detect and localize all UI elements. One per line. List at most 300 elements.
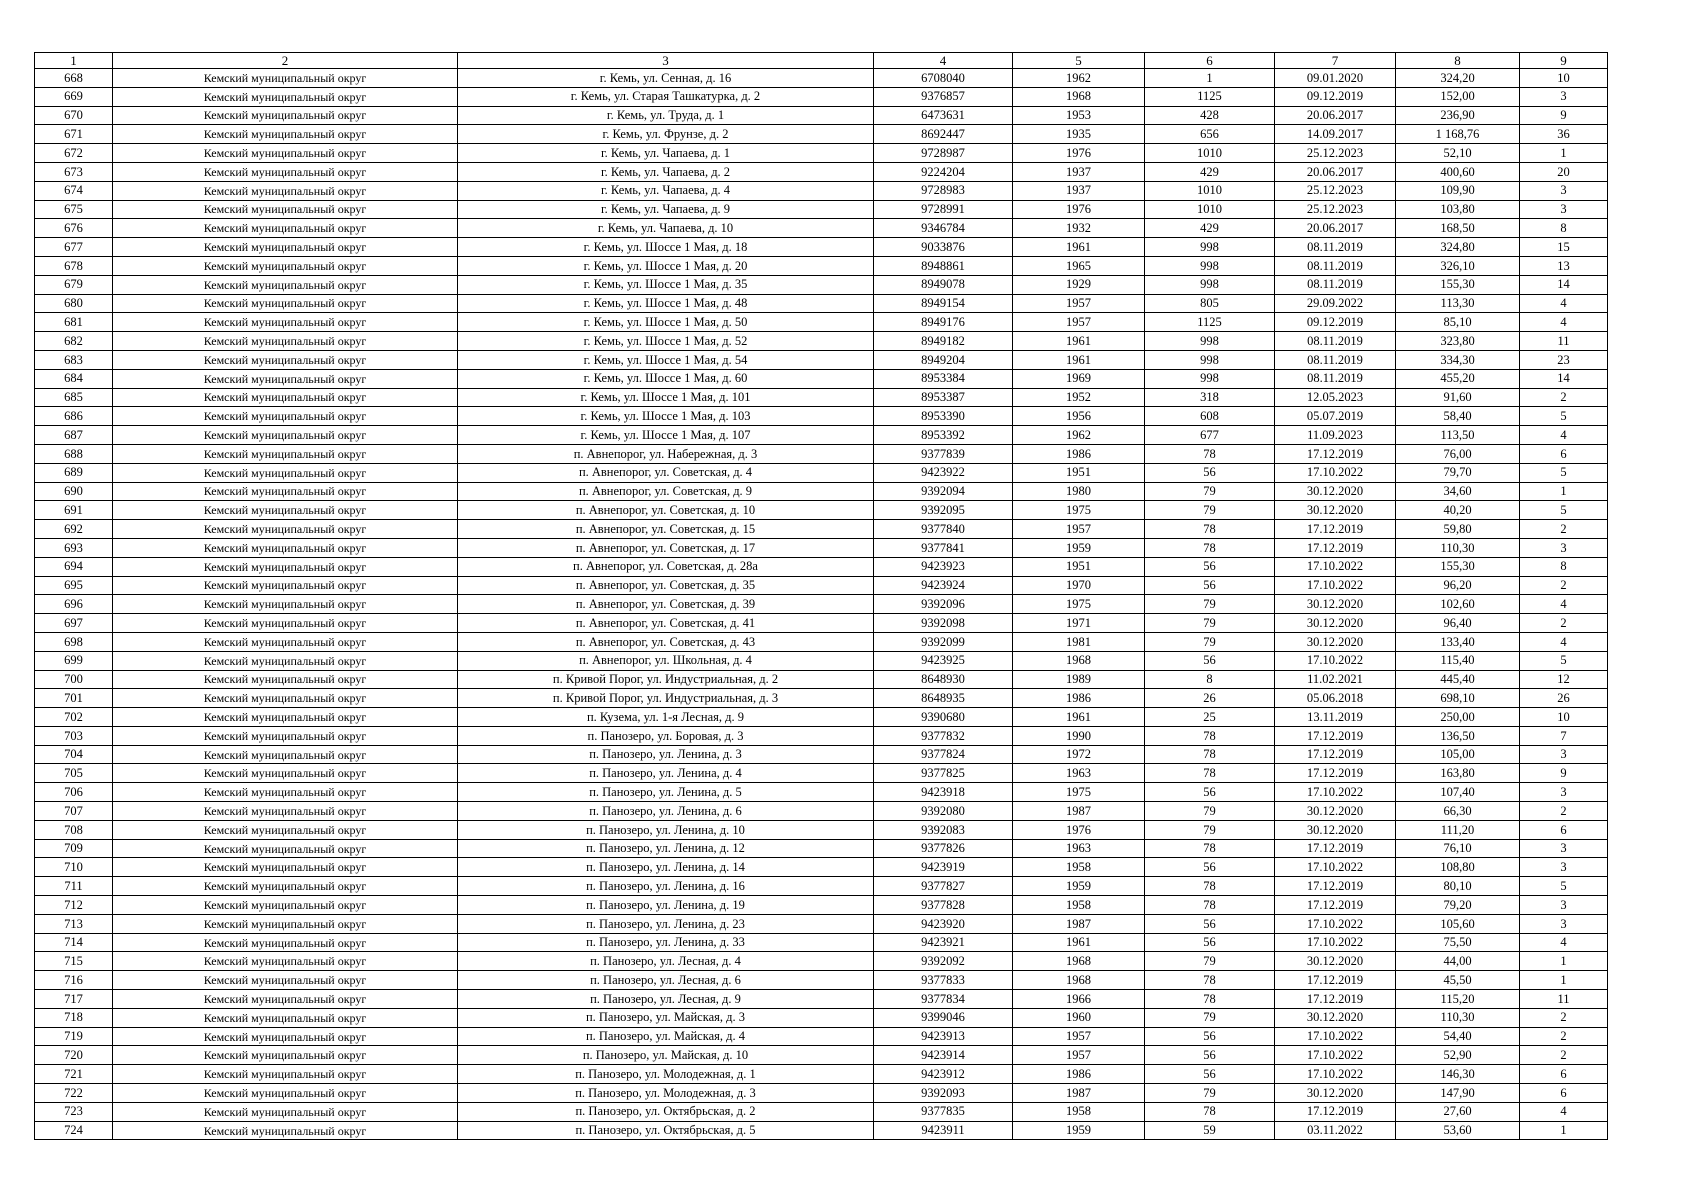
table-cell: 79 — [1145, 614, 1275, 633]
table-row — [35, 745, 1608, 764]
table-cell: 720 — [35, 1046, 113, 1065]
table-cell: Кемский муниципальный округ — [113, 745, 458, 764]
table-cell: 698 — [35, 632, 113, 651]
table-cell: 9377825 — [874, 764, 1013, 783]
table-row — [35, 444, 1608, 463]
table-cell: 678 — [35, 256, 113, 275]
table-cell: Кемский муниципальный округ — [113, 1027, 458, 1046]
table-cell: п. Панозеро, ул. Боровая, д. 3 — [458, 726, 874, 745]
table-row — [35, 219, 1608, 238]
table-cell: 79 — [1145, 595, 1275, 614]
table-cell: 17.12.2019 — [1275, 745, 1396, 764]
table-cell: 691 — [35, 501, 113, 520]
table-cell: 1968 — [1013, 651, 1145, 670]
table-cell: 13 — [1520, 256, 1608, 275]
table-cell: 17.12.2019 — [1275, 520, 1396, 539]
table-cell: п. Панозеро, ул. Ленина, д. 23 — [458, 914, 874, 933]
table-cell: Кемский муниципальный округ — [113, 802, 458, 821]
table-cell: 9392098 — [874, 614, 1013, 633]
table-cell: п. Панозеро, ул. Ленина, д. 19 — [458, 896, 874, 915]
table-row — [35, 426, 1608, 445]
table-cell: п. Авнепорог, ул. Школьная, д. 4 — [458, 651, 874, 670]
table-cell: 1968 — [1013, 952, 1145, 971]
table-cell: п. Авнепорог, ул. Советская, д. 9 — [458, 482, 874, 501]
table-cell: 30.12.2020 — [1275, 482, 1396, 501]
table-cell: 2 — [1520, 576, 1608, 595]
table-cell: 324,20 — [1396, 69, 1520, 88]
table-cell: п. Панозеро, ул. Ленина, д. 10 — [458, 820, 874, 839]
table-cell: 674 — [35, 181, 113, 200]
table-cell: 17.10.2022 — [1275, 1046, 1396, 1065]
table-row — [35, 125, 1608, 144]
table-cell: Кемский муниципальный округ — [113, 238, 458, 257]
table-cell: 9423924 — [874, 576, 1013, 595]
table-cell: 59,80 — [1396, 520, 1520, 539]
table-cell: 78 — [1145, 990, 1275, 1009]
table-cell: 103,80 — [1396, 200, 1520, 219]
table-cell: 1987 — [1013, 802, 1145, 821]
column-header-3: 3 — [458, 53, 874, 69]
table-cell: 9392093 — [874, 1084, 1013, 1103]
table-cell: 1 — [1520, 482, 1608, 501]
table-cell: Кемский муниципальный округ — [113, 388, 458, 407]
table-cell: 9423919 — [874, 858, 1013, 877]
table-cell: 56 — [1145, 576, 1275, 595]
table-cell: 1986 — [1013, 1065, 1145, 1084]
table-cell: г. Кемь, ул. Шоссе 1 Мая, д. 103 — [458, 407, 874, 426]
table-cell: 1 — [1145, 69, 1275, 88]
table-cell: 1952 — [1013, 388, 1145, 407]
table-row — [35, 689, 1608, 708]
table-cell: 1968 — [1013, 87, 1145, 106]
table-cell: 2 — [1520, 1027, 1608, 1046]
table-cell: 1959 — [1013, 538, 1145, 557]
table-cell: 78 — [1145, 726, 1275, 745]
table-cell: 56 — [1145, 1065, 1275, 1084]
table-cell: 9377827 — [874, 877, 1013, 896]
table-cell: 236,90 — [1396, 106, 1520, 125]
table-row — [35, 369, 1608, 388]
table-cell: Кемский муниципальный округ — [113, 256, 458, 275]
table-cell: 1956 — [1013, 407, 1145, 426]
table-cell: 5 — [1520, 651, 1608, 670]
table-cell: 689 — [35, 463, 113, 482]
column-header-7: 7 — [1275, 53, 1396, 69]
table-cell: 9377832 — [874, 726, 1013, 745]
table-cell: Кемский муниципальный округ — [113, 896, 458, 915]
table-cell: 4 — [1520, 595, 1608, 614]
table-cell: п. Панозеро, ул. Ленина, д. 3 — [458, 745, 874, 764]
table-cell: 17.12.2019 — [1275, 877, 1396, 896]
table-cell: 692 — [35, 520, 113, 539]
table-cell: 29.09.2022 — [1275, 294, 1396, 313]
table-row — [35, 162, 1608, 181]
table-row — [35, 726, 1608, 745]
table-cell: 26 — [1145, 689, 1275, 708]
table-cell: 668 — [35, 69, 113, 88]
table-cell: п. Кривой Порог, ул. Индустриальная, д. 3 — [458, 689, 874, 708]
table-cell: 3 — [1520, 858, 1608, 877]
table-cell: 3 — [1520, 538, 1608, 557]
table-cell: 8949182 — [874, 332, 1013, 351]
table-cell: 10 — [1520, 69, 1608, 88]
table-cell: 8648930 — [874, 670, 1013, 689]
table-cell: 17.12.2019 — [1275, 764, 1396, 783]
table-cell: Кемский муниципальный округ — [113, 1008, 458, 1027]
table-cell: 1 — [1520, 971, 1608, 990]
table-cell: п. Панозеро, ул. Лесная, д. 9 — [458, 990, 874, 1009]
table-cell: 703 — [35, 726, 113, 745]
table-cell: 711 — [35, 877, 113, 896]
table-cell: Кемский муниципальный округ — [113, 162, 458, 181]
table-cell: 79 — [1145, 802, 1275, 821]
table-cell: 9377841 — [874, 538, 1013, 557]
table-cell: 1976 — [1013, 200, 1145, 219]
table-cell: 690 — [35, 482, 113, 501]
table-row — [35, 388, 1608, 407]
table-cell: Кемский муниципальный округ — [113, 933, 458, 952]
table-cell: 52,90 — [1396, 1046, 1520, 1065]
table-cell: 700 — [35, 670, 113, 689]
table-cell: 707 — [35, 802, 113, 821]
table-cell: 115,40 — [1396, 651, 1520, 670]
table-cell: 1957 — [1013, 520, 1145, 539]
table-cell: Кемский муниципальный округ — [113, 1121, 458, 1140]
table-cell: п. Панозеро, ул. Ленина, д. 16 — [458, 877, 874, 896]
table-row — [35, 181, 1608, 200]
table-cell: 708 — [35, 820, 113, 839]
table-cell: Кемский муниципальный округ — [113, 595, 458, 614]
table-cell: Кемский муниципальный округ — [113, 1084, 458, 1103]
table-cell: 4 — [1520, 632, 1608, 651]
table-cell: 8953392 — [874, 426, 1013, 445]
table-cell: 1987 — [1013, 914, 1145, 933]
table-row — [35, 914, 1608, 933]
table-cell: 1958 — [1013, 896, 1145, 915]
table-cell: 111,20 — [1396, 820, 1520, 839]
table-cell: 12.05.2023 — [1275, 388, 1396, 407]
table-cell: 1970 — [1013, 576, 1145, 595]
table-cell: п. Панозеро, ул. Ленина, д. 5 — [458, 783, 874, 802]
table-cell: п. Панозеро, ул. Майская, д. 3 — [458, 1008, 874, 1027]
table-cell: 09.01.2020 — [1275, 69, 1396, 88]
table-row — [35, 350, 1608, 369]
table-cell: п. Авнепорог, ул. Набережная, д. 3 — [458, 444, 874, 463]
table-cell: 8949204 — [874, 350, 1013, 369]
table-cell: Кемский муниципальный округ — [113, 87, 458, 106]
table-cell: Кемский муниципальный округ — [113, 463, 458, 482]
table-cell: 1929 — [1013, 275, 1145, 294]
table-cell: г. Кемь, ул. Чапаева, д. 9 — [458, 200, 874, 219]
table-cell: 17.10.2022 — [1275, 463, 1396, 482]
table-row — [35, 858, 1608, 877]
table-cell: 250,00 — [1396, 708, 1520, 727]
table-cell: п. Кузема, ул. 1-я Лесная, д. 9 — [458, 708, 874, 727]
table-cell: 656 — [1145, 125, 1275, 144]
table-cell: 1975 — [1013, 595, 1145, 614]
table-cell: 147,90 — [1396, 1084, 1520, 1103]
table-cell: 9728991 — [874, 200, 1013, 219]
table-cell: 6708040 — [874, 69, 1013, 88]
table-cell: п. Панозеро, ул. Лесная, д. 6 — [458, 971, 874, 990]
table-cell: 1961 — [1013, 350, 1145, 369]
table-cell: 428 — [1145, 106, 1275, 125]
table-cell: 78 — [1145, 1102, 1275, 1121]
table-cell: Кемский муниципальный округ — [113, 219, 458, 238]
table-cell: 108,80 — [1396, 858, 1520, 877]
table-cell: 6 — [1520, 820, 1608, 839]
table-cell: 1010 — [1145, 200, 1275, 219]
table-cell: 1962 — [1013, 69, 1145, 88]
table-row — [35, 896, 1608, 915]
table-cell: Кемский муниципальный округ — [113, 839, 458, 858]
table-cell: п. Авнепорог, ул. Советская, д. 28а — [458, 557, 874, 576]
table-cell: 1951 — [1013, 557, 1145, 576]
table-cell: 78 — [1145, 745, 1275, 764]
table-cell: 76,10 — [1396, 839, 1520, 858]
table-cell: 66,30 — [1396, 802, 1520, 821]
table-cell: 2 — [1520, 802, 1608, 821]
table-row — [35, 708, 1608, 727]
table-cell: Кемский муниципальный округ — [113, 407, 458, 426]
table-cell: 702 — [35, 708, 113, 727]
table-cell: 03.11.2022 — [1275, 1121, 1396, 1140]
table-cell: 9392094 — [874, 482, 1013, 501]
table-cell: п. Панозеро, ул. Майская, д. 4 — [458, 1027, 874, 1046]
table-cell: 1975 — [1013, 501, 1145, 520]
table-cell: 1937 — [1013, 181, 1145, 200]
table-cell: 56 — [1145, 1027, 1275, 1046]
table-cell: 9377833 — [874, 971, 1013, 990]
table-cell: п. Авнепорог, ул. Советская, д. 15 — [458, 520, 874, 539]
table-cell: г. Кемь, ул. Труда, д. 1 — [458, 106, 874, 125]
table-cell: 105,60 — [1396, 914, 1520, 933]
table-cell: 79 — [1145, 482, 1275, 501]
table-cell: 8953390 — [874, 407, 1013, 426]
table-cell: 9377840 — [874, 520, 1013, 539]
table-cell: г. Кемь, ул. Шоссе 1 Мая, д. 107 — [458, 426, 874, 445]
table-cell: 1958 — [1013, 1102, 1145, 1121]
table-cell: п. Авнепорог, ул. Советская, д. 4 — [458, 463, 874, 482]
table-cell: 9423918 — [874, 783, 1013, 802]
table-cell: 608 — [1145, 407, 1275, 426]
table-cell: 17.10.2022 — [1275, 783, 1396, 802]
table-cell: 1 168,76 — [1396, 125, 1520, 144]
table-cell: Кемский муниципальный округ — [113, 275, 458, 294]
table-cell: Кемский муниципальный округ — [113, 181, 458, 200]
table-cell: 5 — [1520, 877, 1608, 896]
table-cell: 1937 — [1013, 162, 1145, 181]
table-cell: Кемский муниципальный округ — [113, 689, 458, 708]
table-row — [35, 313, 1608, 332]
table-row — [35, 1027, 1608, 1046]
table-cell: 670 — [35, 106, 113, 125]
table-cell: 324,80 — [1396, 238, 1520, 257]
table-cell: 4 — [1520, 294, 1608, 313]
table-cell: Кемский муниципальный округ — [113, 1065, 458, 1084]
table-cell: 9399046 — [874, 1008, 1013, 1027]
table-cell: 17.12.2019 — [1275, 990, 1396, 1009]
table-header — [35, 53, 1608, 69]
column-header-1: 1 — [35, 53, 113, 69]
table-cell: 30.12.2020 — [1275, 820, 1396, 839]
table-cell: г. Кемь, ул. Чапаева, д. 10 — [458, 219, 874, 238]
table-cell: 721 — [35, 1065, 113, 1084]
table-row — [35, 238, 1608, 257]
table-cell: 679 — [35, 275, 113, 294]
table-cell: 56 — [1145, 463, 1275, 482]
table-cell: 1958 — [1013, 858, 1145, 877]
table-cell: 08.11.2019 — [1275, 369, 1396, 388]
table-cell: 9390680 — [874, 708, 1013, 727]
table-cell: 998 — [1145, 256, 1275, 275]
table-cell: 78 — [1145, 520, 1275, 539]
table-cell: 79 — [1145, 820, 1275, 839]
column-header-4: 4 — [874, 53, 1013, 69]
table-cell: 17.10.2022 — [1275, 1027, 1396, 1046]
table-cell: 9423925 — [874, 651, 1013, 670]
table-cell: 25.12.2023 — [1275, 200, 1396, 219]
table-cell: 2 — [1520, 1046, 1608, 1065]
table-cell: 79,20 — [1396, 896, 1520, 915]
table-row — [35, 595, 1608, 614]
table-cell: 672 — [35, 144, 113, 163]
table-row — [35, 839, 1608, 858]
table-cell: 40,20 — [1396, 501, 1520, 520]
table-cell: п. Панозеро, ул. Ленина, д. 6 — [458, 802, 874, 821]
table-row — [35, 1008, 1608, 1027]
table-cell: 1968 — [1013, 971, 1145, 990]
table-cell: 9392096 — [874, 595, 1013, 614]
table-cell: 9377824 — [874, 745, 1013, 764]
table-cell: 79 — [1145, 632, 1275, 651]
table-cell: 9423923 — [874, 557, 1013, 576]
table-cell: 91,60 — [1396, 388, 1520, 407]
table-cell: г. Кемь, ул. Шоссе 1 Мая, д. 18 — [458, 238, 874, 257]
table-cell: 699 — [35, 651, 113, 670]
table-cell: 1953 — [1013, 106, 1145, 125]
table-cell: 1961 — [1013, 238, 1145, 257]
table-cell: 96,40 — [1396, 614, 1520, 633]
table-cell: 1010 — [1145, 144, 1275, 163]
table-cell: 76,00 — [1396, 444, 1520, 463]
table-cell: 78 — [1145, 971, 1275, 990]
table-cell: 6 — [1520, 1084, 1608, 1103]
table-cell: 79 — [1145, 952, 1275, 971]
table-row — [35, 1084, 1608, 1103]
table-cell: п. Панозеро, ул. Ленина, д. 12 — [458, 839, 874, 858]
table-cell: 3 — [1520, 87, 1608, 106]
table-cell: 9346784 — [874, 219, 1013, 238]
table-cell: п. Панозеро, ул. Молодежная, д. 3 — [458, 1084, 874, 1103]
table-cell: 17.10.2022 — [1275, 933, 1396, 952]
table-cell: 4 — [1520, 1102, 1608, 1121]
table-row — [35, 783, 1608, 802]
table-cell: 08.11.2019 — [1275, 350, 1396, 369]
table-cell: г. Кемь, ул. Чапаева, д. 2 — [458, 162, 874, 181]
table-cell: 3 — [1520, 200, 1608, 219]
table-row — [35, 256, 1608, 275]
table-cell: Кемский муниципальный округ — [113, 914, 458, 933]
table-cell: 1987 — [1013, 1084, 1145, 1103]
table-cell: 8 — [1520, 557, 1608, 576]
table-cell: 146,30 — [1396, 1065, 1520, 1084]
table-cell: 56 — [1145, 1046, 1275, 1065]
table-cell: г. Кемь, ул. Шоссе 1 Мая, д. 35 — [458, 275, 874, 294]
table-cell: 79 — [1145, 1084, 1275, 1103]
table-cell: 9377834 — [874, 990, 1013, 1009]
table-cell: Кемский муниципальный округ — [113, 952, 458, 971]
table-cell: 110,30 — [1396, 1008, 1520, 1027]
table-cell: 15 — [1520, 238, 1608, 257]
table-cell: 17.10.2022 — [1275, 1065, 1396, 1084]
table-cell: 8949154 — [874, 294, 1013, 313]
table-cell: 681 — [35, 313, 113, 332]
table-row — [35, 1065, 1608, 1084]
table-cell: 1 — [1520, 1121, 1608, 1140]
table-cell: Кемский муниципальный округ — [113, 576, 458, 595]
table-cell: 102,60 — [1396, 595, 1520, 614]
table-cell: п. Панозеро, ул. Ленина, д. 4 — [458, 764, 874, 783]
table-cell: 1962 — [1013, 426, 1145, 445]
table-cell: 1125 — [1145, 313, 1275, 332]
table-row — [35, 632, 1608, 651]
table-cell: 17.12.2019 — [1275, 538, 1396, 557]
column-header-2: 2 — [113, 53, 458, 69]
table-cell: 9 — [1520, 764, 1608, 783]
table-cell: 56 — [1145, 858, 1275, 877]
table-cell: г. Кемь, ул. Шоссе 1 Мая, д. 101 — [458, 388, 874, 407]
table-row — [35, 69, 1608, 88]
table-cell: 56 — [1145, 651, 1275, 670]
table-cell: 08.11.2019 — [1275, 275, 1396, 294]
table-cell: г. Кемь, ул. Сенная, д. 16 — [458, 69, 874, 88]
table-cell: п. Панозеро, ул. Ленина, д. 14 — [458, 858, 874, 877]
column-header-9: 9 — [1520, 53, 1608, 69]
table-row — [35, 1121, 1608, 1140]
table-cell: 78 — [1145, 896, 1275, 915]
table-cell: 445,40 — [1396, 670, 1520, 689]
table-row — [35, 576, 1608, 595]
table-cell: 30.12.2020 — [1275, 614, 1396, 633]
table-cell: 687 — [35, 426, 113, 445]
table-cell: 105,00 — [1396, 745, 1520, 764]
table-cell: 9423914 — [874, 1046, 1013, 1065]
table-cell: 133,40 — [1396, 632, 1520, 651]
table-row — [35, 952, 1608, 971]
table-cell: Кемский муниципальный округ — [113, 520, 458, 539]
table-cell: Кемский муниципальный округ — [113, 501, 458, 520]
table-cell: п. Авнепорог, ул. Советская, д. 39 — [458, 595, 874, 614]
table-cell: 17.10.2022 — [1275, 557, 1396, 576]
table-cell: 695 — [35, 576, 113, 595]
table-cell: 685 — [35, 388, 113, 407]
table-cell: 80,10 — [1396, 877, 1520, 896]
table-cell: Кемский муниципальный округ — [113, 632, 458, 651]
table-cell: 1959 — [1013, 877, 1145, 896]
table-cell: Кемский муниципальный округ — [113, 125, 458, 144]
table-cell: 680 — [35, 294, 113, 313]
table-cell: 3 — [1520, 745, 1608, 764]
table-row — [35, 557, 1608, 576]
table-cell: 1932 — [1013, 219, 1145, 238]
table-row — [35, 764, 1608, 783]
table-cell: 684 — [35, 369, 113, 388]
table-cell: 1957 — [1013, 1046, 1145, 1065]
table-cell: 717 — [35, 990, 113, 1009]
table-cell: 1965 — [1013, 256, 1145, 275]
table-cell: 1976 — [1013, 144, 1145, 163]
